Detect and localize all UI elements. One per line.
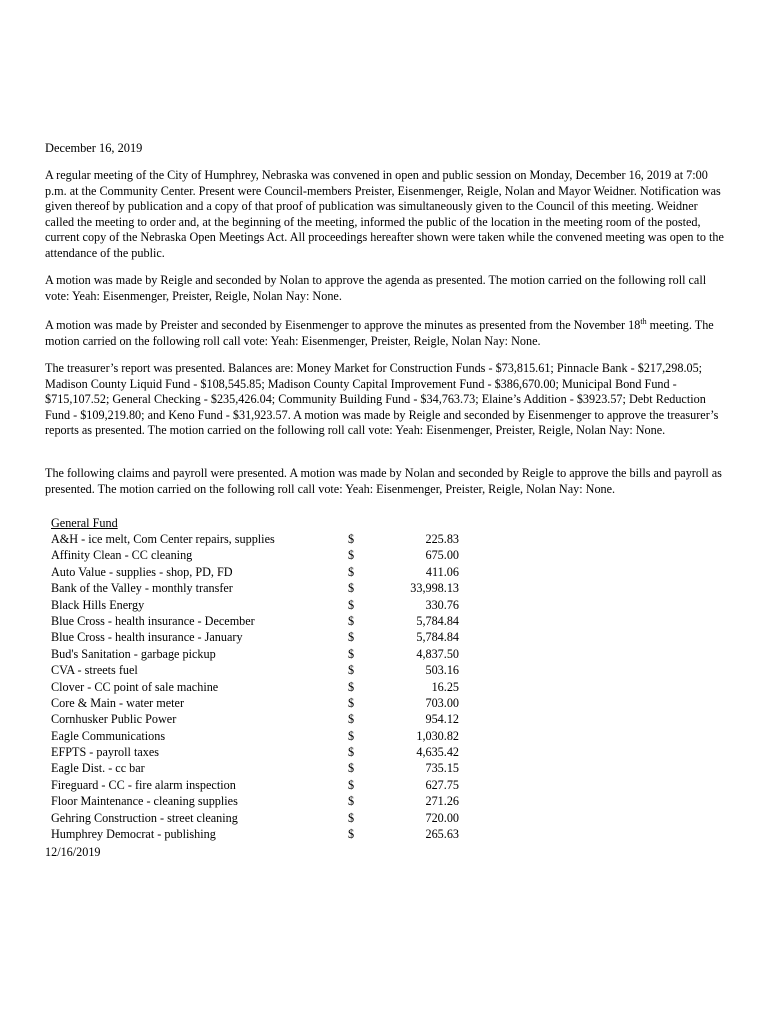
claim-payee: Auto Value - supplies - shop, PD, FD [51, 564, 233, 579]
claim-currency-symbol: $ [348, 532, 355, 546]
claim-payee: Humphrey Democrat - publishing [51, 827, 216, 842]
claim-row [51, 662, 471, 678]
claim-amount: 954.12 [425, 712, 459, 727]
claim-row [51, 793, 471, 809]
claim-currency-symbol: $ [348, 613, 355, 628]
minutes-ordinal-suffix: th [640, 316, 647, 326]
claim-currency-symbol: $ [348, 663, 355, 678]
claim-payee: Bud's Sanitation - garbage pickup [51, 646, 216, 661]
claim-payee: Blue Cross - health insurance - December [51, 613, 255, 628]
claim-row [51, 564, 471, 580]
claim-currency-symbol: $ [348, 646, 355, 661]
claim-amount: 330.76 [425, 597, 459, 612]
claim-amount: 720.00 [425, 810, 459, 825]
claim-payee: Affinity Clean - CC cleaning [51, 548, 193, 563]
claim-payee: Clover - CC point of sale machine [51, 679, 219, 694]
claim-amount: 265.63 [425, 827, 459, 842]
claim-amount: 4,635.42 [416, 745, 459, 760]
claim-row [51, 728, 471, 744]
intro-paragraph: A regular meeting of the City of Humphrey, Nebraska was convened in open and public session on Monday, December 16, 2019 at 7:00 p.m. at the Community Center. Present were Council-members Preister, Eisenmenger, Reigle, Nolan and Mayor Weidner. Notification was given thereof by publication and a copy of that proof of publication was simultaneously given to the Council of this meeting. Weidner called the meeting to order and, at the beginning of the meeting, informed the public of the location in the meeting room of the posted, current copy of the Nebraska Open Meetings Act. All proceedings hereafter shown were taken while the convened meeting was open to the attendance of the public. [45, 168, 724, 260]
claim-row [51, 580, 471, 596]
minutes-text-before: A motion was made by Preister and seconded by Eisenmenger to approve the minutes as presented from the November 18 [45, 318, 641, 332]
claim-currency-symbol: $ [348, 679, 355, 694]
claim-payee: Fireguard - CC - fire alarm inspection [51, 777, 236, 792]
claim-payee: Eagle Communications [51, 728, 166, 743]
claim-amount: 33,998.13 [410, 581, 459, 596]
claim-amount: 1,030.82 [416, 728, 459, 743]
claim-amount: 5,784.84 [416, 630, 459, 645]
claim-payee: A&H - ice melt, Com Center repairs, supplies [51, 532, 275, 546]
claim-payee: CVA - streets fuel [51, 663, 138, 678]
claim-amount: 675.00 [425, 548, 459, 563]
claim-row [51, 810, 471, 826]
claim-currency-symbol: $ [348, 794, 355, 809]
claim-payee: EFPTS - payroll taxes [51, 745, 159, 760]
general-fund-claims-list [51, 515, 471, 842]
claim-payee: Black Hills Energy [51, 597, 145, 612]
claims-payroll-paragraph: The following claims and payroll were presented. A motion was made by Nolan and seconded by Reigle to approve the bills and payroll as presented. The motion carried on the following roll call vote: Yeah: Eisenmenger, Preister, Reigle, Nolan Nay: None. [45, 466, 722, 496]
claim-row [51, 695, 471, 711]
claim-currency-symbol: $ [348, 728, 355, 743]
claim-payee: Core & Main - water meter [51, 695, 184, 710]
claim-currency-symbol: $ [348, 630, 355, 645]
claim-row [51, 613, 471, 629]
claim-amount: 16.25 [431, 679, 459, 694]
claim-amount: 735.15 [425, 761, 459, 776]
claim-row [51, 646, 471, 662]
claims-rows-container [51, 531, 471, 842]
agenda-motion-paragraph: A motion was made by Reigle and seconded by Nolan to approve the agenda as presented. The motion carried on the following roll call vote: Yeah: Eisenmenger, Preister, Reigle, Nolan Nay: None. [45, 273, 707, 303]
claim-row [51, 597, 471, 613]
claim-row [51, 629, 471, 645]
claim-row [51, 744, 471, 760]
claim-currency-symbol: $ [348, 761, 355, 776]
claim-currency-symbol: $ [348, 548, 355, 563]
claim-payee: Floor Maintenance - cleaning supplies [51, 794, 238, 809]
claim-currency-symbol: $ [348, 810, 355, 825]
claim-payee: Blue Cross - health insurance - January [51, 630, 243, 645]
claim-currency-symbol: $ [348, 695, 355, 710]
claim-payee: Bank of the Valley - monthly transfer [51, 581, 233, 596]
claim-row [51, 760, 471, 776]
claim-payee: Gehring Construction - street cleaning [51, 810, 238, 825]
claim-amount: 225.83 [425, 532, 459, 546]
claim-currency-symbol: $ [348, 597, 355, 612]
claim-row [51, 826, 471, 842]
claim-amount: 627.75 [425, 777, 459, 792]
footer-date: 12/16/2019 [45, 845, 101, 859]
claim-amount: 411.06 [425, 564, 459, 579]
minutes-text-after: meeting. The motion carried on the following roll call vote: Yeah: Eisenmenger, Preister, Reigle, Nolan Nay: None. [45, 318, 714, 348]
claim-currency-symbol: $ [348, 564, 355, 579]
claim-row [51, 777, 471, 793]
claim-amount: 5,784.84 [416, 613, 459, 628]
claim-amount: 4,837.50 [416, 646, 459, 661]
claim-currency-symbol: $ [348, 745, 355, 760]
claim-row [51, 531, 471, 547]
claim-row [51, 547, 471, 563]
minutes-motion-paragraph [45, 318, 725, 349]
claim-currency-symbol: $ [348, 827, 355, 842]
claim-currency-symbol: $ [348, 777, 355, 792]
claim-row [51, 679, 471, 695]
claim-currency-symbol: $ [348, 712, 355, 727]
claim-amount: 703.00 [425, 695, 459, 710]
general-fund-header: General Fund [51, 516, 118, 530]
claim-currency-symbol: $ [348, 581, 355, 596]
claim-payee: Eagle Dist. - cc bar [51, 761, 145, 776]
treasurer-report-paragraph: The treasurer’s report was presented. Balances are: Money Market for Construction Funds - $73,815.61; Pinnacle Bank - $217,298.05; Madison County Liquid Fund - $108,545.85; Madison County Capital Improvement Fund - $386,670.00; Municipal Bond Fund - $715,107.52; General Checking - $235,426.04; Community Building Fund - $34,763.73; Elaine’s Addition - $3923.57; Debt Reduction Fund - $109,219.80; and Keno Fund - $31,923.57. A motion was made by Reigle and seconded by Eisenmenger to approve the treasurer’s reports as presented. The motion carried on the following roll call vote: Yeah: Eisenmenger, Preister, Reigle, Nolan Nay: None. [45, 361, 719, 437]
claim-amount: 271.26 [425, 794, 459, 809]
claim-payee: Cornhusker Public Power [51, 712, 177, 727]
claim-row [51, 711, 471, 727]
meeting-date: December 16, 2019 [45, 141, 143, 155]
claim-amount: 503.16 [425, 663, 459, 678]
